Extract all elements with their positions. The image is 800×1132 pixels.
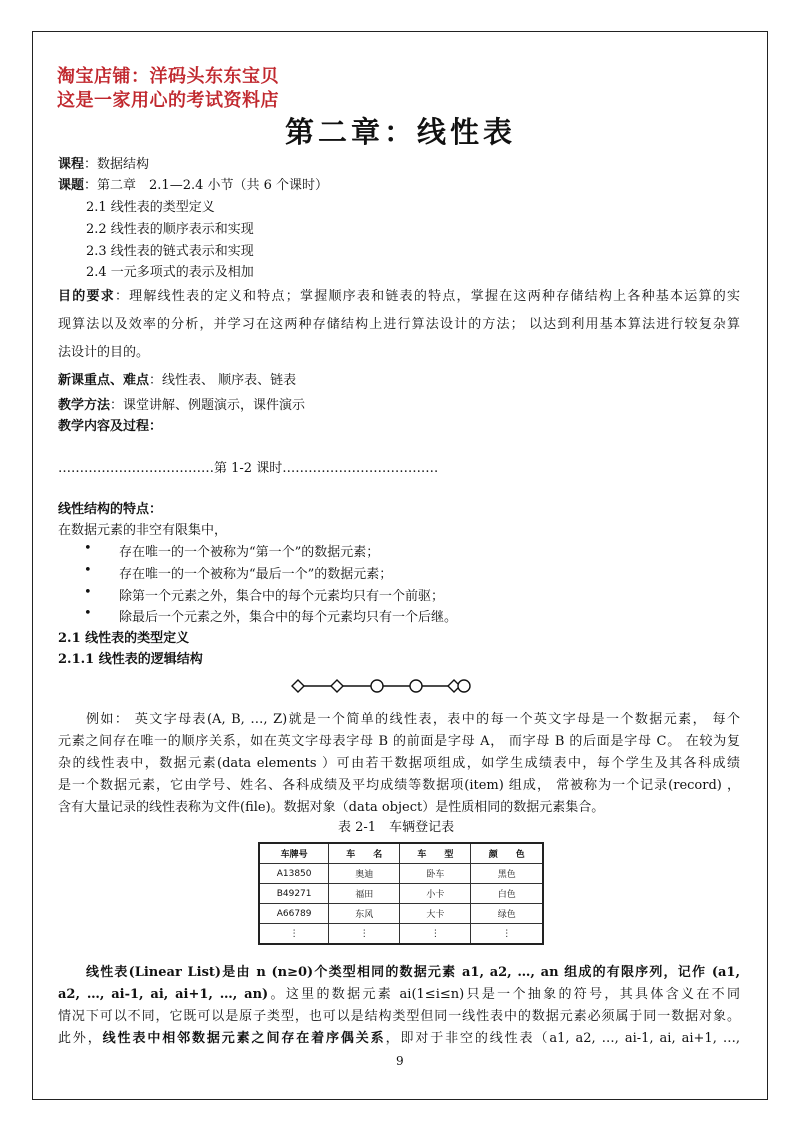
table-cell: ⋮ <box>400 924 471 945</box>
topic-label: 课题 <box>58 178 85 193</box>
section-2-1-heading: 2.1 线性表的类型定义 <box>58 631 190 646</box>
bullet-item: 存在唯一的一个被称为“最后一个”的数据元素； <box>119 567 393 582</box>
bullet-symbol: • <box>84 563 92 578</box>
process-label: 教学内容及过程： <box>58 419 163 434</box>
table-cell: 奥迪 <box>329 864 400 884</box>
example-line: 例如： 英文字母表(A, B, …, Z)就是一个简单的线性表，表中的每一个英文字母是一个数据元素， 每个 <box>86 712 740 727</box>
definition-line <box>58 1027 740 1046</box>
table-cell: ⋮ <box>471 924 543 945</box>
example-line: 元素之间存在唯一的顺序关系，如在英文字母表字母 B 的前面是字母 A， 而字母 B 的后面是字母 C。 在较为复 <box>58 734 740 749</box>
definition-bold: a2, …, ai-1, ai, ai+1, …, an) <box>58 987 269 1002</box>
table-cell: A66789 <box>259 904 329 924</box>
method-value: ：课堂讲解、例题演示，课件演示 <box>110 398 306 413</box>
diagram-node <box>331 680 343 692</box>
table-header-cell: 车牌号 <box>259 843 329 864</box>
topic-item: 2.1 线性表的类型定义 <box>86 200 215 215</box>
table-row <box>259 924 543 945</box>
example-line: 含有大量记录的线性表称为文件(file)。数据对象（data object）是性质相同的数据元素集合。 <box>58 800 605 815</box>
example-line: 是一个数据元素，它由学号、姓名、各科成绩及平均成绩等数据项(item) 组成， 常被称为一个记录(record) ， <box>58 778 740 793</box>
key-points-row <box>58 369 296 388</box>
table-cell: 卧车 <box>400 864 471 884</box>
goal-text: ：理解线性表的定义和特点；掌握顺序表和链表的特点，掌握在这两种存储结构上各种基本运算的实 <box>114 289 740 304</box>
table-cell: 绿色 <box>471 904 543 924</box>
table-cell: 白色 <box>471 884 543 904</box>
topic-row <box>58 174 328 193</box>
goal-line <box>58 285 740 304</box>
table-cell: ⋮ <box>259 924 329 945</box>
definition-line: 情况下可以不同，它既可以是原子类型，也可以是结构类型但同一线性表中的数据元素必须属于同一数据对象。 <box>58 1009 740 1024</box>
table-cell: 东风 <box>329 904 400 924</box>
table-row <box>259 864 543 884</box>
table-cell: 黑色 <box>471 864 543 884</box>
bullet-item: 除第一个元素之外，集合中的每个元素均只有一个前驱； <box>119 589 445 604</box>
topic-value: ：第二章 2.1—2.4 小节（共 6 个课时） <box>84 178 329 193</box>
table-caption: 表 2-1 车辆登记表 <box>338 820 455 835</box>
topic-item: 2.3 线性表的链式表示和实现 <box>86 244 254 259</box>
method-label: 教学方法 <box>58 398 111 413</box>
goal-line: 法设计的目的。 <box>58 345 150 360</box>
definition-line: 线性表(Linear List)是由 n (n≥0)个类型相同的数据元素 a1, a2, …, an 组成的有限序列，记作 (a1, <box>86 965 740 980</box>
topic-item: 2.4 一元多项式的表示及相加 <box>86 265 254 280</box>
bullet-item: 除最后一个元素之外，集合中的每个元素均只有一个后继。 <box>119 610 458 625</box>
topic-item: 2.2 线性表的顺序表示和实现 <box>86 222 254 237</box>
linear-intro: 在数据元素的非空有限集中， <box>58 523 228 538</box>
goal-line: 现算法以及效率的分析，并学习在这两种存储结构上进行算法设计的方法； 以达到利用基本算法进行较复杂算 <box>58 317 740 332</box>
shop-slogan-line: 这是一家用心的考试资料店 <box>57 90 279 111</box>
linear-heading: 线性结构的特点： <box>58 502 163 517</box>
goal-label: 目的要求 <box>58 289 115 304</box>
diagram-node <box>292 680 304 692</box>
bullet-symbol: • <box>84 541 92 556</box>
definition-text: 此外， <box>58 1031 103 1046</box>
table-header-cell: 车 名 <box>329 843 400 864</box>
table-cell: A13850 <box>259 864 329 884</box>
table-header-cell: 颜 色 <box>471 843 543 864</box>
table-header-row <box>259 843 543 864</box>
key-value: ：线性表、 顺序表、链表 <box>149 373 297 388</box>
bullet-symbol: • <box>84 606 92 621</box>
example-line: 杂的线性表中，数据元素(data elements ）可由若干数据项组成，如学生成绩表中，每个学生及其各科成绩 <box>58 756 740 771</box>
table-row <box>259 884 543 904</box>
definition-line <box>58 983 740 1002</box>
linear-structure-diagram <box>288 676 474 696</box>
table-cell: B49271 <box>259 884 329 904</box>
diagram-node <box>458 680 470 692</box>
shop-name-line: 淘宝店铺：洋码头东东宝贝 <box>57 66 279 87</box>
table-cell: ⋮ <box>329 924 400 945</box>
method-row <box>58 394 305 413</box>
table-cell: 小卡 <box>400 884 471 904</box>
table-cell: 福田 <box>329 884 400 904</box>
lesson-divider: ………………………………第 1-2 课时……………………………… <box>58 461 439 476</box>
bullet-item: 存在唯一的一个被称为“第一个”的数据元素； <box>119 545 380 560</box>
course-row <box>58 153 149 172</box>
table-row <box>259 904 543 924</box>
bullet-symbol: • <box>84 585 92 600</box>
course-label: 课程 <box>58 157 85 172</box>
course-value: ：数据结构 <box>84 157 150 172</box>
table-cell: 大卡 <box>400 904 471 924</box>
chapter-title: 第二章：线性表 <box>285 115 517 149</box>
table-header-cell: 车 型 <box>400 843 471 864</box>
definition-text: 。这里的数据元素 ai(1≤i≤n)只是一个抽象的符号，其具体含义在不同 <box>268 987 740 1002</box>
definition-bold: 线性表中相邻数据元素之间存在着序偶关系 <box>102 1031 386 1046</box>
diagram-node <box>371 680 383 692</box>
key-label: 新课重点、难点 <box>58 373 150 388</box>
section-2-1-1-heading: 2.1.1 线性表的逻辑结构 <box>58 652 203 667</box>
definition-text: ，即对于非空的线性表（a1, a2, …, ai-1, ai, ai+1, …, <box>385 1031 740 1046</box>
page-number: 9 <box>396 1054 404 1068</box>
vehicle-registration-table <box>258 842 544 945</box>
diagram-node <box>410 680 422 692</box>
